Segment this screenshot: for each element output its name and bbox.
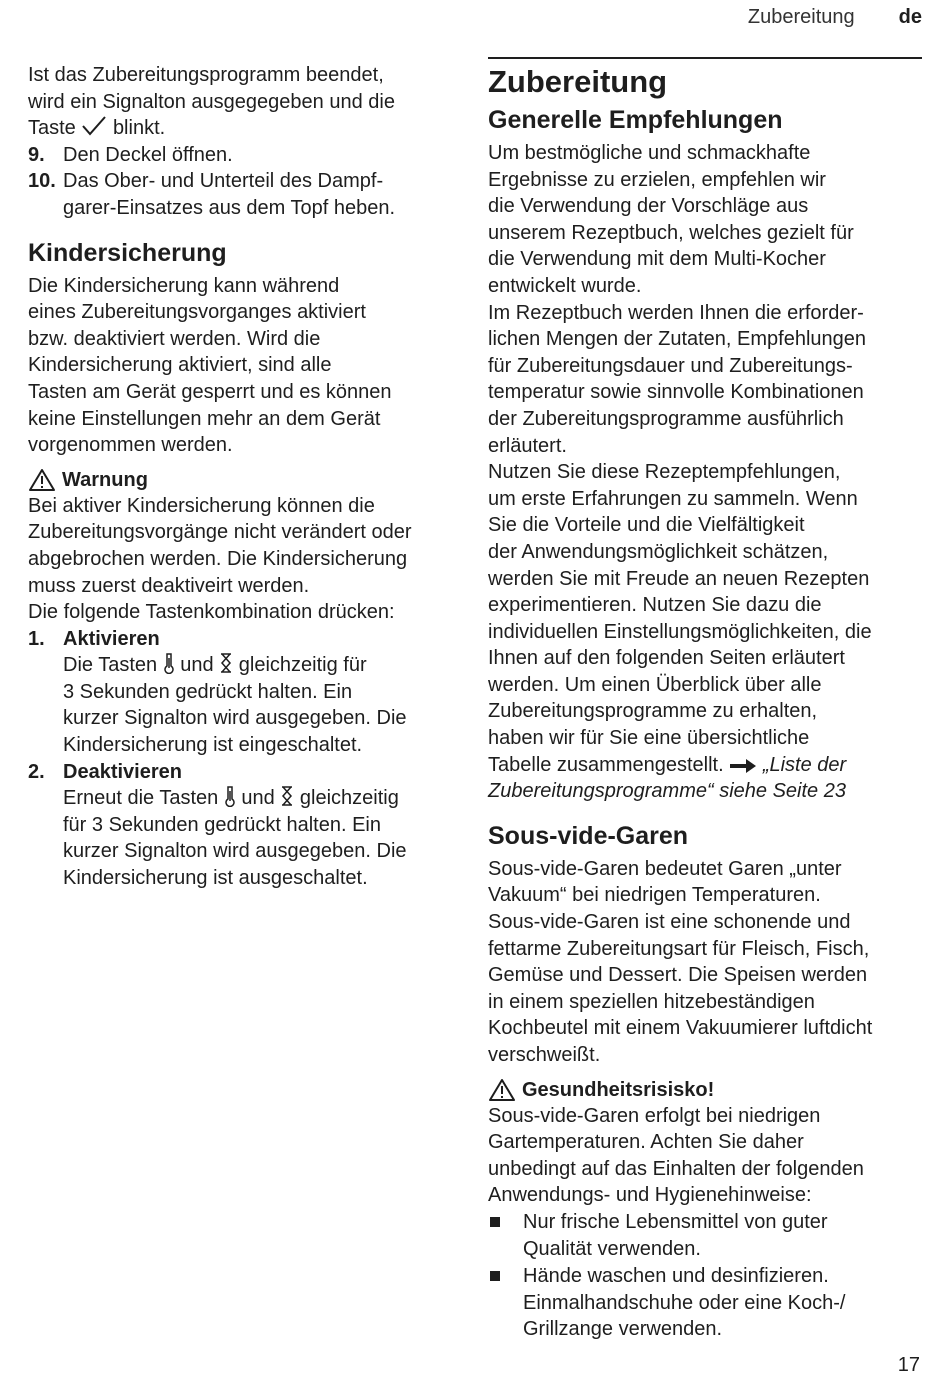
text-line: haben wir für Sie eine übersichtliche (488, 727, 810, 750)
text-line: Im Rezeptbuch werden Ihnen die erforder- (488, 301, 864, 324)
page-number: 17 (897, 1354, 920, 1376)
text-line: erläutert. (488, 434, 567, 457)
text-line: Sous-vide-Garen erfolgt bei niedrigen (488, 1104, 821, 1127)
text-line: abgebrochen werden. Die Kindersicherung (28, 547, 408, 570)
section-heading-kindersicherung: Kindersicherung (28, 238, 227, 267)
checkmark-icon (81, 115, 107, 137)
page-header (748, 6, 922, 29)
text-line: vorgenommen werden. (28, 434, 233, 457)
hygiene-list (488, 1209, 922, 1343)
text-line: lichen Mengen der Zutaten, Empfehlungen (488, 328, 867, 351)
health-risk-label: Gesundheitsrisisko! (488, 1077, 922, 1103)
text-line: Zubereitungsprogramme zu erhalten, (488, 700, 818, 723)
text-line: individuellen Einstellungsmöglichkeiten, die (488, 620, 872, 643)
text-line: um erste Erfahrungen zu sammeln. Wenn (488, 487, 858, 510)
text-line: fettarme Zubereitungsart für Fleisch, Fisch, (488, 937, 870, 960)
text-line: unserem Rezeptbuch, welches gezielt für (488, 221, 854, 244)
page-title: Zubereitung (488, 64, 668, 99)
right-column (488, 57, 922, 1344)
list-item: 9. Den Deckel öffnen. (28, 143, 233, 166)
cross-reference-link[interactable]: Zubereitungsprogramme“ siehe Seite 23 (488, 780, 846, 803)
bullet-square-icon (488, 1209, 523, 1262)
text-line: Sous-vide-Garen bedeutet Garen „unter (488, 857, 842, 880)
left-column (28, 62, 458, 892)
intro-line: wird ein Signalton ausgegegeben und die (28, 90, 395, 113)
warning-label: Warnung (28, 467, 458, 493)
header-language: de (898, 6, 922, 28)
text-line: die Verwendung der Vorschläge aus (488, 195, 809, 218)
intro-line: Taste blinkt. (28, 117, 166, 140)
bullet-square-icon (488, 1263, 523, 1343)
text-line: verschweißt. (488, 1044, 601, 1066)
text-line: Die Kindersicherung kann während (28, 274, 340, 297)
arrow-right-icon (729, 758, 757, 774)
steps-list (28, 142, 458, 222)
section-heading-empfehlungen: Generelle Empfehlungen (488, 106, 783, 134)
text-line: Tasten am Gerät gesperrt und es können (28, 380, 392, 403)
text-line: werden Sie mit Freude an neuen Rezepten (488, 567, 870, 590)
warning-triangle-icon (28, 468, 56, 492)
text-line: Ihnen auf den folgenden Seiten erläutert (488, 647, 845, 670)
text-line: für Zubereitungsdauer und Zubereitungs- (488, 354, 853, 377)
text-line: der Zubereitungsprogramme ausführlich (488, 407, 844, 430)
intro-line: Ist das Zubereitungsprogramm beendet, (28, 64, 384, 86)
text-line: Vakuum“ bei niedrigen Temperaturen. (488, 884, 821, 907)
list-item: 10. Das Ober- und Unterteil des Dampf- garer-Einsatzes aus dem Topf heben. (28, 170, 396, 219)
section-heading-sous-vide: Sous-vide-Garen (488, 821, 689, 850)
text-line: muss zuerst deaktiveirt werden. (28, 574, 310, 597)
text-line: Ergebnisse zu erzielen, empfehlen wir (488, 168, 826, 191)
text-line: entwickelt wurde. (488, 274, 642, 297)
text-line: Kindersicherung aktiviert, sind alle (28, 354, 332, 377)
text-line: die Verwendung mit dem Multi-Kocher (488, 248, 826, 271)
text-line: experimentieren. Nutzen Sie dazu die (488, 594, 822, 617)
thermometer-icon (163, 652, 175, 674)
text-line: Sie die Vorteile und die Vielfältigkeit (488, 514, 805, 537)
header-section: Zubereitung (747, 6, 855, 28)
text-line: Zubereitungsvorgänge nicht verändert oder (28, 521, 412, 544)
thermometer-icon (224, 785, 236, 807)
text-line: Sous-vide-Garen ist eine schonende und (488, 911, 851, 934)
hourglass-icon (280, 785, 294, 807)
cross-reference-link[interactable]: „Liste der (762, 753, 847, 776)
text-line: unbedingt auf das Einhalten der folgenden (488, 1157, 864, 1180)
text-line: Kochbeutel mit einem Vakuumierer luftdicht (488, 1017, 873, 1040)
list-item-deactivate: 2. Deaktivieren Erneut die Tasten und gleichzeitig für 3 Sekunden gedrückt halten. Ein kurzer Signalton wird ausgegeben. Die Kindersicherung ist ausgeschaltet. (28, 760, 407, 890)
list-item-activate: 1. Aktivieren Die Tasten und gleichzeitig für 3 Sekunden gedrückt halten. Ein kurzer Signalton wird ausgegeben. Die Kindersicherung ist eingeschaltet. (28, 627, 407, 757)
text-line: Gartemperaturen. Achten Sie daher (488, 1131, 804, 1154)
text-line: werden. Um einen Überblick über alle (488, 673, 822, 696)
text-line: der Anwendungsmöglichkeit schätzen, (488, 540, 829, 563)
text-line: temperatur sowie sinnvolle Kombinationen (488, 381, 864, 404)
text-line: Gemüse und Dessert. Die Speisen werden (488, 964, 868, 987)
text-line: Die folgende Tastenkombination drücken: (28, 601, 395, 624)
combination-list (28, 626, 458, 892)
text-line: Um bestmögliche und schmackhafte (488, 142, 811, 164)
list-item: Nur frische Lebensmittel von guter Qualität verwenden. (488, 1209, 922, 1262)
text-line: keine Einstellungen mehr an dem Gerät (28, 407, 381, 430)
warning-triangle-icon (488, 1078, 516, 1102)
text-line: eines Zubereitungsvorganges aktiviert (28, 301, 366, 324)
hourglass-icon (219, 652, 233, 674)
text-line: in einem speziellen hitzebeständigen (488, 990, 815, 1013)
list-item: Hände waschen und desinfizieren. Einmalhandschuhe oder eine Koch-/ Grillzange verwenden. (488, 1263, 922, 1343)
text-line: Anwendungs- und Hygienehinweise: (488, 1184, 812, 1207)
text-line: Bei aktiver Kindersicherung können die (28, 494, 375, 517)
text-line: Nutzen Sie diese Rezeptempfehlungen, (488, 461, 841, 484)
text-line: bzw. deaktiviert werden. Wird die (28, 327, 321, 350)
text-line: Tabelle zusammengestellt. „Liste der (488, 753, 847, 776)
